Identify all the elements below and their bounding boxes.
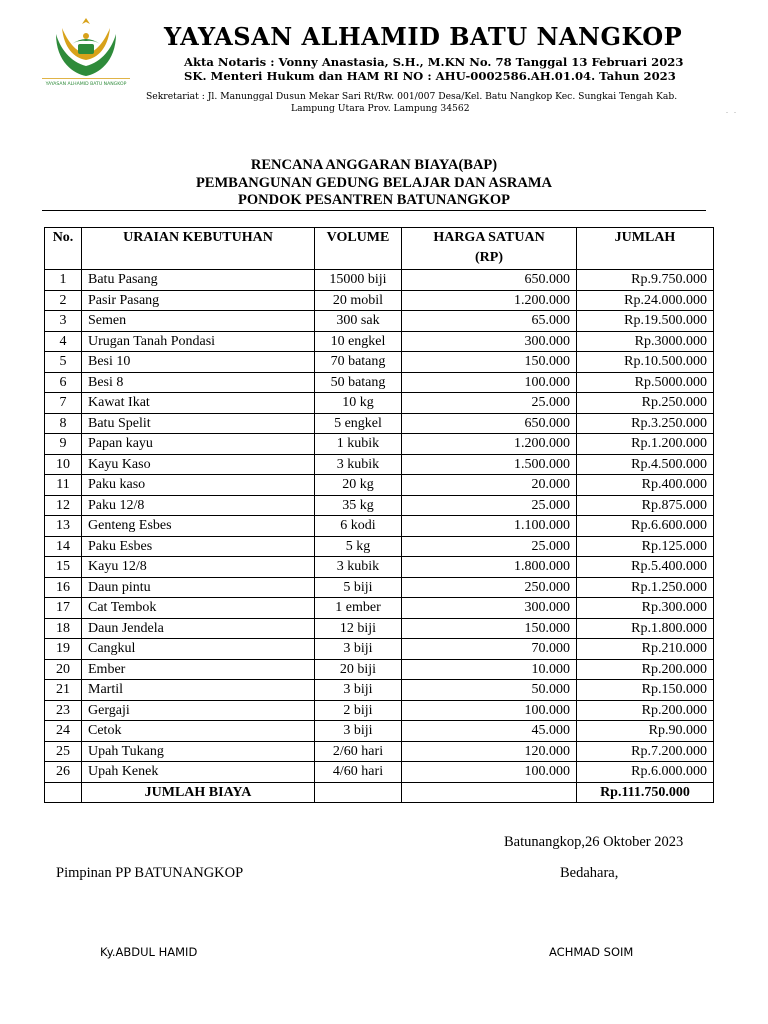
cell-description: Paku kaso (82, 475, 315, 496)
cell-no: 26 (45, 762, 82, 783)
cell-total: Rp.6.600.000 (577, 516, 714, 537)
cell-unit-price: 150.000 (402, 352, 577, 373)
cell-volume: 3 biji (315, 639, 402, 660)
leader-title: Pimpinan PP BATUNANGKOP (56, 865, 244, 881)
cell-unit-price: 120.000 (402, 741, 577, 762)
cell-total: Rp.90.000 (577, 721, 714, 742)
cell-total: Rp.250.000 (577, 393, 714, 414)
cell-description: Semen (82, 311, 315, 332)
cell-volume: 1 ember (315, 598, 402, 619)
cell-description: Kayu Kaso (82, 454, 315, 475)
cell-total: Rp.210.000 (577, 639, 714, 660)
table-row (45, 762, 714, 783)
cell-description: Cat Tembok (82, 598, 315, 619)
header-decoration: . . (726, 106, 738, 115)
cell-no: 3 (45, 311, 82, 332)
cell-total: Rp.875.000 (577, 495, 714, 516)
cell-description: Cangkul (82, 639, 315, 660)
cell-volume: 4/60 hari (315, 762, 402, 783)
cell-description: Papan kayu (82, 434, 315, 455)
cell-volume: 3 biji (315, 721, 402, 742)
cell-volume: 2/60 hari (315, 741, 402, 762)
cell-unit-price: 300.000 (402, 598, 577, 619)
cell-description: Paku Esbes (82, 536, 315, 557)
cell-unit-price: 20.000 (402, 475, 577, 496)
cell-volume: 2 biji (315, 700, 402, 721)
cell-total: Rp.5.400.000 (577, 557, 714, 578)
cell-unit-price: 650.000 (402, 270, 577, 291)
cell-volume: 15000 biji (315, 270, 402, 291)
footer-label: JUMLAH BIAYA (82, 782, 315, 803)
cell-volume: 12 biji (315, 618, 402, 639)
cell-total: Rp.200.000 (577, 700, 714, 721)
title-divider (42, 210, 706, 211)
cell-description: Besi 10 (82, 352, 315, 373)
logo-caption: YAYASAN ALHAMID BATU NANGKOP (45, 82, 127, 87)
cell-no: 21 (45, 680, 82, 701)
cell-no: 5 (45, 352, 82, 373)
address-line-1: Sekretariat : Jl. Manunggal Dusun Mekar Sari Rt/Rw. 001/007 Desa/Kel. Batu Nangkop Kec. Sungkai Tengah Kab. (146, 91, 678, 102)
header-no: No. (45, 228, 82, 270)
cell-volume: 20 mobil (315, 290, 402, 311)
table-row (45, 454, 714, 475)
table-row (45, 536, 714, 557)
cell-unit-price: 1.800.000 (402, 557, 577, 578)
cell-no: 20 (45, 659, 82, 680)
cell-unit-price: 25.000 (402, 536, 577, 557)
cell-volume: 5 biji (315, 577, 402, 598)
cell-description: Upah Kenek (82, 762, 315, 783)
header-volume: VOLUME (315, 228, 402, 270)
header-unit-price-label: HARGA SATUAN (433, 230, 545, 245)
table-row (45, 557, 714, 578)
cell-volume: 300 sak (315, 311, 402, 332)
footer-empty-cell (45, 782, 82, 803)
cell-description: Batu Pasang (82, 270, 315, 291)
cell-volume: 3 kubik (315, 557, 402, 578)
cell-total: Rp.1.250.000 (577, 577, 714, 598)
cell-unit-price: 10.000 (402, 659, 577, 680)
cell-description: Besi 8 (82, 372, 315, 393)
document-title-line-2: PEMBANGUNAN GEDUNG BELAJAR DAN ASRAMA (195, 175, 553, 191)
cell-description: Pasir Pasang (82, 290, 315, 311)
decree-line: SK. Menteri Hukum dan HAM RI NO : AHU-0002586.AH.01.04. Tahun 2023 (184, 69, 676, 83)
cell-unit-price: 70.000 (402, 639, 577, 660)
cell-total: Rp.10.500.000 (577, 352, 714, 373)
table-row (45, 516, 714, 537)
cell-no: 9 (45, 434, 82, 455)
cell-no: 15 (45, 557, 82, 578)
cell-total: Rp.1.200.000 (577, 434, 714, 455)
foundation-logo (34, 14, 138, 92)
cell-unit-price: 45.000 (402, 721, 577, 742)
cell-volume: 35 kg (315, 495, 402, 516)
cell-unit-price: 300.000 (402, 331, 577, 352)
cell-volume: 5 engkel (315, 413, 402, 434)
cell-no: 12 (45, 495, 82, 516)
cell-unit-price: 1.100.000 (402, 516, 577, 537)
cell-unit-price: 650.000 (402, 413, 577, 434)
cell-no: 7 (45, 393, 82, 414)
cell-unit-price: 50.000 (402, 680, 577, 701)
cell-description: Ember (82, 659, 315, 680)
header-unit-price (402, 228, 577, 270)
cell-unit-price: 25.000 (402, 393, 577, 414)
cell-total: Rp.24.000.000 (577, 290, 714, 311)
table-row (45, 577, 714, 598)
place-and-date: Batunangkop,26 Oktober 2023 (504, 834, 684, 850)
header-unit-price-currency: (RP) (475, 250, 503, 265)
cell-unit-price: 65.000 (402, 311, 577, 332)
document-title-line-1: RENCANA ANGGARAN BIAYA(BAP) (250, 157, 498, 173)
cell-total: Rp.9.750.000 (577, 270, 714, 291)
cell-total: Rp.125.000 (577, 536, 714, 557)
cell-description: Daun Jendela (82, 618, 315, 639)
table-row (45, 700, 714, 721)
cell-unit-price: 100.000 (402, 700, 577, 721)
cell-total: Rp.19.500.000 (577, 311, 714, 332)
cell-no: 23 (45, 700, 82, 721)
table-row (45, 372, 714, 393)
cell-unit-price: 1.200.000 (402, 290, 577, 311)
table-header-row (45, 228, 714, 270)
cell-no: 19 (45, 639, 82, 660)
cell-volume: 6 kodi (315, 516, 402, 537)
cell-no: 10 (45, 454, 82, 475)
cell-description: Martil (82, 680, 315, 701)
table-row (45, 290, 714, 311)
cell-volume: 20 kg (315, 475, 402, 496)
leader-name: Ky.ABDUL HAMID (100, 945, 198, 959)
cell-volume: 3 biji (315, 680, 402, 701)
cell-total: Rp.400.000 (577, 475, 714, 496)
table-row (45, 659, 714, 680)
cell-no: 8 (45, 413, 82, 434)
cell-description: Gergaji (82, 700, 315, 721)
treasurer-name: ACHMAD SOIM (549, 945, 634, 959)
cell-description: Paku 12/8 (82, 495, 315, 516)
cell-volume: 5 kg (315, 536, 402, 557)
cell-volume: 3 kubik (315, 454, 402, 475)
table-row (45, 331, 714, 352)
cell-no: 2 (45, 290, 82, 311)
cell-unit-price: 1.200.000 (402, 434, 577, 455)
cell-no: 25 (45, 741, 82, 762)
table-row (45, 598, 714, 619)
cell-description: Kawat Ikat (82, 393, 315, 414)
cell-volume: 1 kubik (315, 434, 402, 455)
table-row (45, 352, 714, 373)
cell-volume: 70 batang (315, 352, 402, 373)
cell-no: 6 (45, 372, 82, 393)
header-total: JUMLAH (577, 228, 714, 270)
cell-volume: 10 kg (315, 393, 402, 414)
cell-unit-price: 100.000 (402, 762, 577, 783)
cell-no: 1 (45, 270, 82, 291)
address-line-2: Lampung Utara Prov. Lampung 34562 (291, 103, 470, 114)
footer-empty-cell (315, 782, 402, 803)
cell-description: Kayu 12/8 (82, 557, 315, 578)
table-row (45, 618, 714, 639)
cell-unit-price: 1.500.000 (402, 454, 577, 475)
cell-no: 13 (45, 516, 82, 537)
cell-total: Rp.1.800.000 (577, 618, 714, 639)
header-description: URAIAN KEBUTUHAN (82, 228, 315, 270)
cell-description: Cetok (82, 721, 315, 742)
cell-total: Rp.7.200.000 (577, 741, 714, 762)
organization-name: YAYASAN ALHAMID BATU NANGKOP (164, 22, 683, 51)
footer-total: Rp.111.750.000 (577, 782, 714, 803)
table-row (45, 680, 714, 701)
budget-table (44, 227, 714, 803)
cell-description: Genteng Esbes (82, 516, 315, 537)
cell-unit-price: 100.000 (402, 372, 577, 393)
cell-volume: 10 engkel (315, 331, 402, 352)
cell-volume: 50 batang (315, 372, 402, 393)
cell-total: Rp.4.500.000 (577, 454, 714, 475)
table-row (45, 413, 714, 434)
footer-empty-cell (402, 782, 577, 803)
cell-no: 16 (45, 577, 82, 598)
cell-total: Rp.150.000 (577, 680, 714, 701)
table-row (45, 721, 714, 742)
cell-total: Rp.6.000.000 (577, 762, 714, 783)
cell-total: Rp.5000.000 (577, 372, 714, 393)
document-title-line-3: PONDOK PESANTREN BATUNANGKOP (237, 192, 511, 208)
cell-description: Batu Spelit (82, 413, 315, 434)
table-row (45, 475, 714, 496)
cell-total: Rp.3.250.000 (577, 413, 714, 434)
table-row (45, 270, 714, 291)
table-row (45, 434, 714, 455)
notary-line: Akta Notaris : Vonny Anastasia, S.H., M.KN No. 78 Tanggal 13 Februari 2023 (184, 55, 684, 69)
cell-no: 14 (45, 536, 82, 557)
cell-no: 11 (45, 475, 82, 496)
logo-emblem-icon (42, 18, 130, 79)
table-row (45, 393, 714, 414)
cell-total: Rp.200.000 (577, 659, 714, 680)
cell-total: Rp.300.000 (577, 598, 714, 619)
treasurer-title: Bedahara, (560, 865, 619, 881)
table-row (45, 741, 714, 762)
cell-no: 17 (45, 598, 82, 619)
table-row (45, 495, 714, 516)
cell-unit-price: 250.000 (402, 577, 577, 598)
cell-no: 24 (45, 721, 82, 742)
cell-total: Rp.3000.000 (577, 331, 714, 352)
cell-description: Daun pintu (82, 577, 315, 598)
table-row (45, 639, 714, 660)
table-footer-row (45, 782, 714, 803)
cell-description: Urugan Tanah Pondasi (82, 331, 315, 352)
cell-description: Upah Tukang (82, 741, 315, 762)
cell-unit-price: 150.000 (402, 618, 577, 639)
cell-no: 18 (45, 618, 82, 639)
table-row (45, 311, 714, 332)
cell-unit-price: 25.000 (402, 495, 577, 516)
cell-no: 4 (45, 331, 82, 352)
cell-volume: 20 biji (315, 659, 402, 680)
